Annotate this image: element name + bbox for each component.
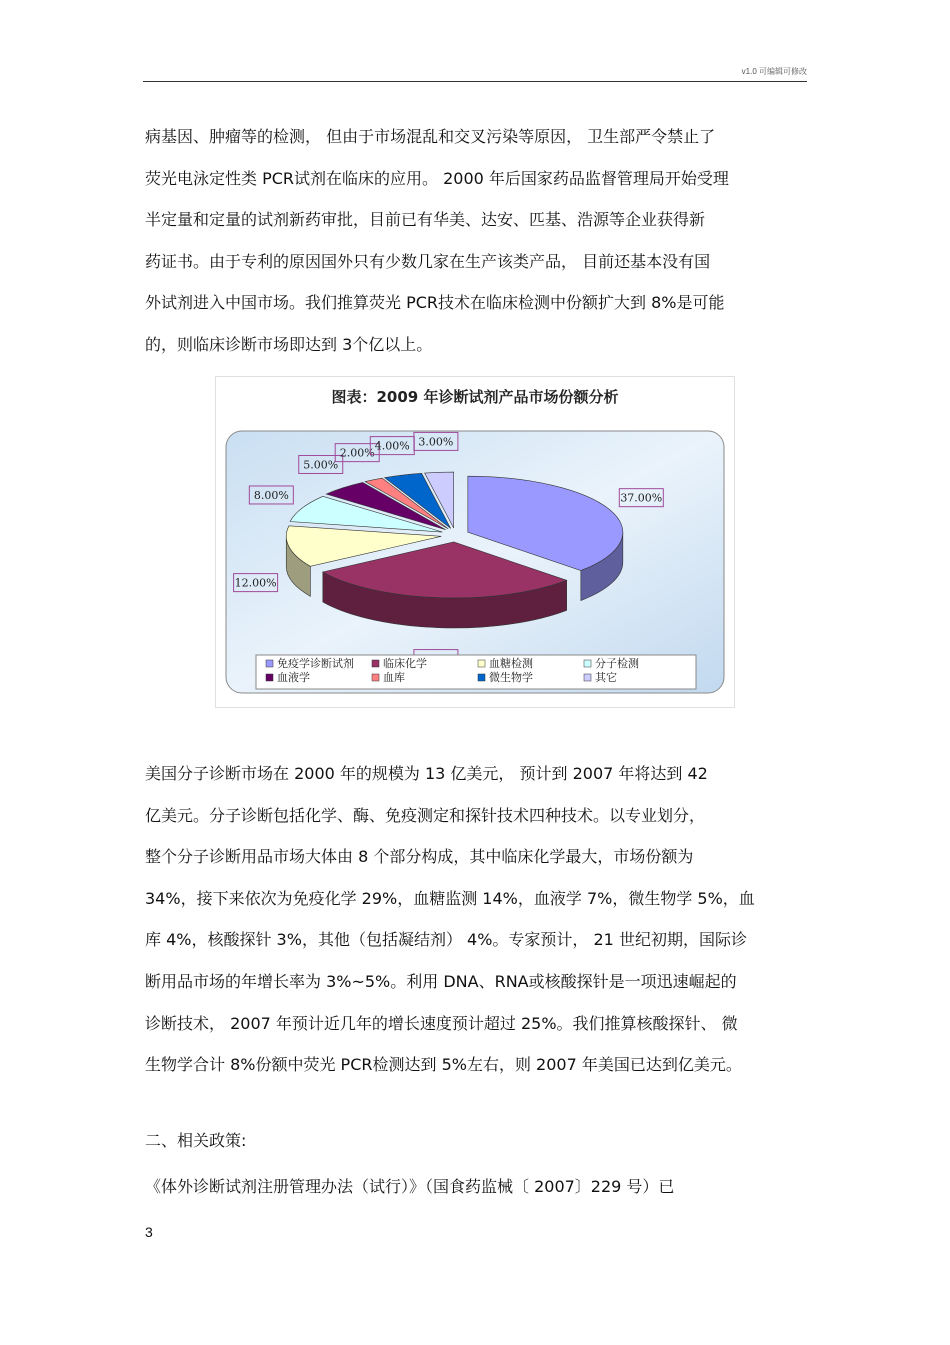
svg-text:微生物学: 微生物学	[489, 671, 533, 684]
svg-text:4.00%: 4.00%	[374, 439, 410, 453]
svg-text:免疫学诊断试剂: 免疫学诊断试剂	[277, 657, 354, 670]
paragraph-line: 半定量和定量的试剂新药审批，目前已有华美、达安、匹基、浩源等企业获得新	[145, 210, 706, 230]
paragraph-line: 药证书。由于专利的原因国外只有少数几家在生产该类产品， 目前还基本没有国	[145, 251, 711, 271]
header-divider	[143, 81, 807, 82]
svg-text:5.00%: 5.00%	[303, 458, 339, 472]
paragraph-3	[145, 1166, 810, 1208]
paragraph-line: 34%，接下来依次为免疫化学 29%，血糖监测 14%，血液学 7%，微生物学 5%，血	[145, 888, 755, 908]
svg-text:37.00%: 37.00%	[620, 491, 663, 505]
page-header-version: v1.0 可编辑可修改	[741, 67, 807, 76]
svg-text:8.00%: 8.00%	[253, 488, 289, 502]
data-label	[234, 574, 278, 592]
paragraph-line: 断用品市场的年增长率为 3%~5%。利用 DNA、RNA或核酸探针是一项迅速崛起的	[145, 971, 737, 991]
paragraph-line: 《体外诊断试剂注册管理办法（试行）》（国食药监械〔 2007〕229 号）已	[145, 1177, 675, 1196]
svg-text:临床化学: 临床化学	[383, 657, 427, 670]
paragraph-line: 的，则临床诊断市场即达到 3个亿以上。	[145, 334, 433, 354]
paragraph-line: 病基因、肿瘤等的检测， 但由于市场混乱和交叉污染等原因， 卫生部严令禁止了	[145, 127, 716, 146]
legend-item	[266, 656, 354, 670]
chart-title: 图表：2009 年诊断试剂产品市场份额分析	[331, 388, 619, 406]
data-label	[249, 486, 293, 504]
data-label	[619, 489, 663, 507]
svg-text:2.00%: 2.00%	[339, 446, 375, 460]
paragraph-1	[145, 116, 810, 366]
data-label	[414, 432, 458, 450]
svg-text:血糖检测: 血糖检测	[489, 657, 533, 670]
paragraph-line: 整个分子诊断用品市场大体由 8 个部分构成，其中临床化学最大，市场份额为	[145, 847, 694, 867]
svg-text:3.00%: 3.00%	[418, 435, 454, 449]
paragraph-line: 生物学合计 8%份额中荧光 PCR检测达到 5%左右，则 2007 年美国已达到亿美元。	[145, 1055, 742, 1075]
paragraph-line: 美国分子诊断市场在 2000 年的规模为 13 亿美元， 预计到 2007 年将达到 42	[145, 764, 708, 783]
pie-chart	[216, 377, 734, 707]
data-label	[335, 444, 379, 462]
paragraph-line: 荧光电泳定性类 PCR试剂在临床的应用。 2000 年后国家药品监督管理局开始受理	[145, 168, 729, 188]
data-label	[370, 437, 414, 455]
svg-text:其它: 其它	[595, 671, 617, 684]
paragraph-2	[145, 753, 810, 1086]
svg-text:血库: 血库	[383, 671, 405, 684]
paragraph-line: 外试剂进入中国市场。我们推算荧光 PCR技术在临床检测中份额扩大到 8%是可能	[145, 293, 725, 313]
svg-text:分子检测: 分子检测	[595, 657, 639, 670]
paragraph-line: 亿美元。分子诊断包括化学、酶、免疫测定和探针技术四种技术。以专业划分，	[145, 805, 706, 825]
svg-text:12.00%: 12.00%	[234, 576, 277, 590]
paragraph-line: 库 4%，核酸探针 3%，其他（包括凝结剂） 4%。专家预计， 21 世纪初期，国际诊	[145, 930, 747, 950]
data-label	[299, 455, 343, 473]
page-number: 3	[145, 1224, 153, 1240]
section-heading: 二、相关政策:	[145, 1131, 247, 1150]
paragraph-line: 诊断技术， 2007 年预计近几年的增长速度预计超过 25%。我们推算核酸探针、 微	[145, 1013, 738, 1033]
svg-text:血液学: 血液学	[277, 671, 310, 684]
market-share-figure	[215, 376, 735, 708]
